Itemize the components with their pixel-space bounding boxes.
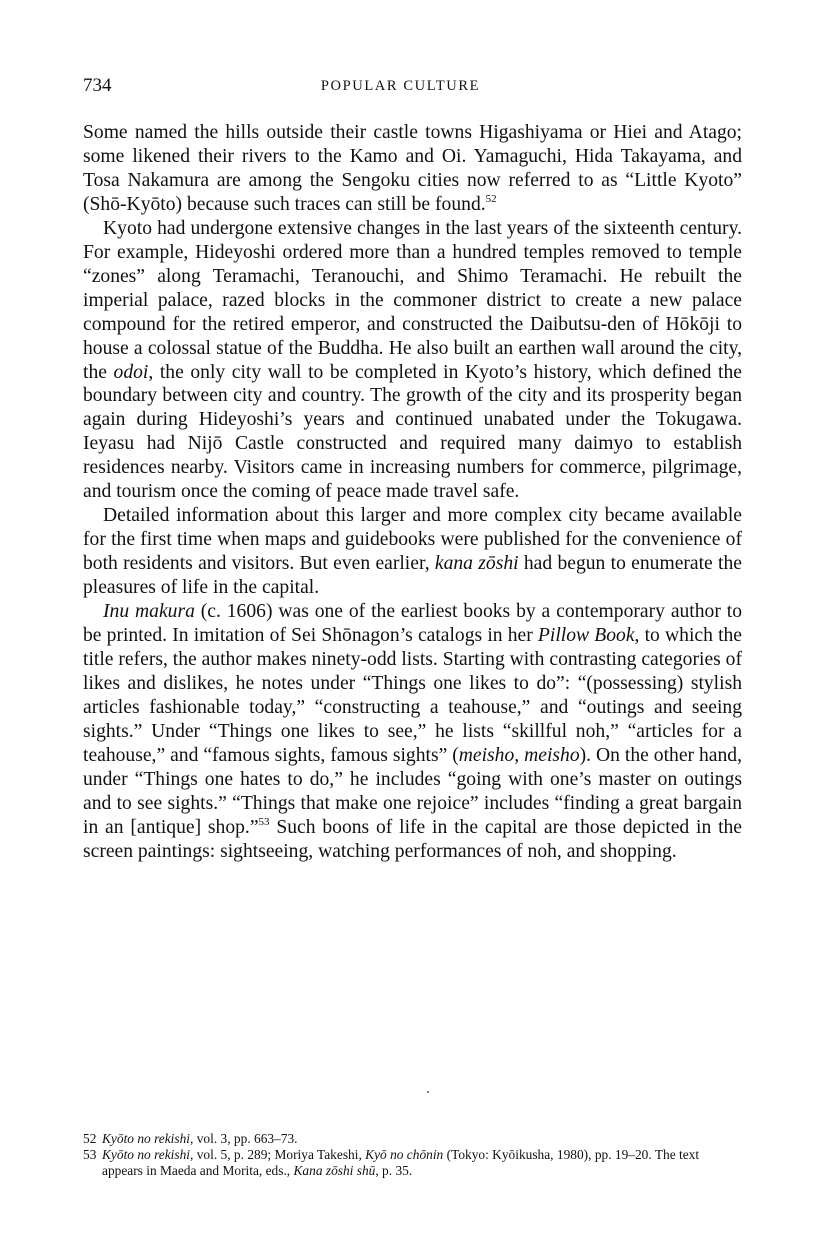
italic-text: kana zōshi	[434, 553, 519, 575]
italic-text: Inu makura	[103, 601, 195, 623]
text-run: Some named the hills outside their castle towns Higashiyama or Hiei and Atago; some likened their rivers to the Kamo and Oi. Yamaguchi, Hida Takayama, and Tosa Nakamura are among the Sengoku cities now referred to as “Little Kyoto” (Shō-Kyōto) because such traces can still be found.	[83, 122, 742, 215]
footnotes	[83, 1131, 742, 1179]
text-run: , p. 35.	[375, 1163, 413, 1178]
text-run: , vol. 5, p. 289; Moriya Takeshi,	[190, 1147, 366, 1162]
italic-text: Kyō no chōnin	[365, 1147, 444, 1162]
text-run: ). On the other hand, under “Things one hates to do,” he includes “going with one’s master on outings and to see sights.” “Things that make one rejoice” includes “finding a great bargain in an [antique] shop.”	[83, 744, 742, 838]
footnote-number: 52	[83, 1131, 97, 1146]
text-run: , vol. 3, pp. 663–73.	[190, 1131, 298, 1146]
text-run: Such boons of life in the capital are those depicted in the screen paintings: sightseeing, watching performances of noh, and shopping.	[83, 816, 743, 862]
text-run: Detailed information about this larger and more complex city became available for the first time when maps and guidebooks were published for the convenience of both residents and visitors. But even earlier,	[83, 505, 742, 575]
print-speck	[427, 1091, 429, 1093]
footnote	[83, 1147, 742, 1179]
text-run: , to which the title refers, the author makes ninety-odd lists. Starting with contrasting categories of likes and dislikes, he notes under “Things one likes to do”: “(possessing) stylish articles fashionable today,” “constructing a teahouse,” and “outings and seeing sights.” Under “Things one likes to see,” he lists “skillful noh,” “articles for a teahouse,” and “famous sights, famous sights” (	[83, 625, 743, 766]
footnote-text	[102, 1147, 699, 1178]
text-run: , the only city wall to be completed in Kyoto’s history, which defined the boundary between city and country. The growth of the city and its prosperity began again during Hideyoshi’s years and continued unabated under the Tokugawa. Ieyasu had Nijō Castle constructed and required many daimyo to establish residences nearby. Visitors came in increasing numbers for commerce, pilgrimage, and tourism once the coming of peace made travel safe.	[83, 361, 742, 503]
body-text	[83, 121, 742, 864]
italic-text: odoi	[113, 361, 149, 383]
paragraph	[83, 217, 742, 504]
italic-text: Kyōto no rekishi	[102, 1131, 191, 1146]
footnote-reference: 53	[258, 815, 270, 828]
italic-text: Pillow Book	[537, 625, 635, 647]
italic-text: meisho, meisho	[458, 744, 580, 766]
page-number: 734	[83, 75, 112, 96]
text-run: had begun to enumerate the pleasures of life in the capital.	[83, 553, 742, 599]
running-head	[83, 74, 742, 98]
text-run: (Tokyo: Kyōikusha, 1980), pp. 19–20. The text appears in Maeda and Morita, eds.,	[102, 1147, 700, 1178]
paragraph	[83, 504, 742, 600]
italic-text: Kyōto no rekishi	[102, 1147, 191, 1162]
footnote-reference: 52	[485, 192, 497, 205]
italic-text: Kana zōshi shū	[293, 1163, 376, 1178]
text-run: (c. 1606) was one of the earliest books by a contemporary author to be printed. In imitation of Sei Shōnagon’s catalogs in her	[83, 601, 742, 647]
text-run: Kyoto had undergone extensive changes in the last years of the sixteenth century. For example, Hideyoshi ordered more than a hundred temples removed to temple “zones” along Teramachi, Teranouchi, and Shimo Teramachi. He rebuilt the imperial palace, razed blocks in the commoner district to create a new palace compound for the retired emperor, and constructed the Daibutsu-den of Hōkōji to house a colossal statue of the Buddha. He also built an earthen wall around the city, the	[83, 217, 742, 383]
footnote-text	[102, 1131, 298, 1146]
paragraph	[83, 600, 742, 863]
paragraph	[83, 121, 742, 217]
footnote-number: 53	[83, 1147, 97, 1162]
chapter-title: POPULAR CULTURE	[320, 78, 481, 94]
footnote	[83, 1131, 742, 1147]
